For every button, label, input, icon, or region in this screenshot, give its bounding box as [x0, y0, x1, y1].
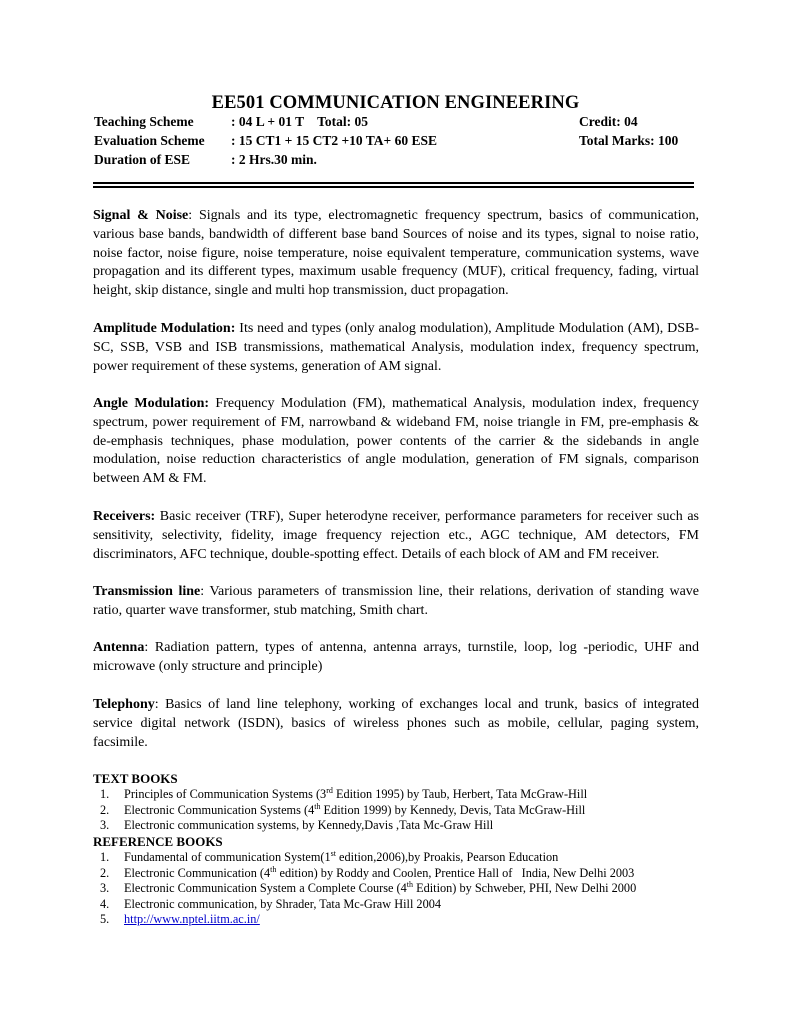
section-heading: Receivers: — [93, 509, 156, 524]
item-number: 2. — [100, 802, 110, 817]
item-number: 3. — [100, 818, 110, 832]
evaluation-scheme-value: : 15 CT1 + 15 CT2 +10 TA+ 60 ESE — [231, 133, 437, 148]
section-heading: Angle Modulation: — [93, 396, 210, 411]
item-number: 2. — [100, 865, 110, 880]
item-number: 5. — [100, 912, 110, 926]
nptel-link[interactable]: http://www.nptel.iitm.ac.in/ — [124, 912, 260, 926]
item-number: 1. — [100, 850, 110, 864]
section-telephony — [93, 696, 699, 752]
section-signal-noise — [93, 207, 699, 301]
section-antenna — [93, 639, 699, 677]
duration-value: : 2 Hrs.30 min. — [231, 152, 317, 167]
section-heading: Amplitude Modulation: — [93, 321, 236, 336]
section-heading: Antenna — [93, 640, 145, 655]
section-amplitude-modulation — [93, 320, 699, 376]
page-title: EE501 COMMUNICATION ENGINEERING — [211, 93, 580, 113]
section-transmission-line — [93, 583, 699, 621]
item-text: Electronic communication, by Shrader, Tata Mc-Graw Hill 2004 — [124, 896, 442, 911]
section-text: Basic receiver (TRF), Super heterodyne receiver, performance parameters for receiver such as sensitivity, selectivity, fidelity, image frequency rejection etc., AGC technique, AM detectors, FM discriminators, AFC technique, double-spotting effect. Details of each block of AM and FM receiver. — [93, 509, 699, 562]
item-text: Fundamental of communication System(1st edition,2006),by Proakis, Pearson Education — [124, 849, 559, 864]
item-text: Electronic Communication Systems (4th Edition 1999) by Kennedy, Devis, Tata McGraw-Hill — [124, 801, 586, 817]
item-text: Electronic Communication (4th edition) by Roddy and Coolen, Prentice Hall of India, New Delhi 2003 — [124, 864, 635, 880]
item-text: Principles of Communication Systems (3rd Edition 1995) by Taub, Herbert, Tata McGraw-Hill — [124, 786, 588, 801]
section-heading: Signal & Noise — [93, 208, 189, 223]
credit-value: Credit: 04 — [579, 114, 638, 129]
duration-label: Duration of ESE — [94, 152, 191, 167]
section-heading: Telephony — [93, 697, 155, 712]
text-books-heading: TEXT BOOKS — [93, 771, 178, 786]
section-receivers — [93, 508, 699, 564]
teaching-scheme-label: Teaching Scheme — [94, 114, 194, 129]
evaluation-scheme-label: Evaluation Scheme — [94, 133, 205, 148]
total-marks-value: Total Marks: 100 — [579, 133, 679, 148]
section-angle-modulation — [93, 395, 699, 489]
section-text: Its need and types (only analog modulation), Amplitude Modulation (AM), DSB-SC, SSB, VSB and ISB transmissions, mathematical Analysis, modulation index, frequency spectrum, power requirement of these systems, generation of AM signal. — [93, 321, 700, 374]
header-divider-top — [93, 182, 694, 184]
section-heading: Transmission line — [93, 584, 201, 599]
item-number: 1. — [100, 787, 110, 801]
item-number: 3. — [100, 881, 110, 895]
item-number: 4. — [100, 896, 110, 911]
teaching-scheme-value: : 04 L + 01 T Total: 05 — [231, 114, 368, 129]
reference-books-heading: REFERENCE BOOKS — [93, 834, 223, 849]
section-text: : Various parameters of transmission line, their relations, derivation of standing wave ratio, quarter wave transformer, stub matching, Smith chart. — [93, 584, 700, 618]
section-text: : Radiation pattern, types of antenna, antenna arrays, turnstile, loop, log -periodic, UHF and microwave (only structure and principle) — [93, 640, 699, 674]
section-text: : Signals and its type, electromagnetic frequency spectrum, basics of communication, various base bands, bandwidth of different base band Sources of noise and its types, signal to noise ratio, noise factor, noise figure, noise temperature, noise equivalent temperature, communication systems, wave propagation and its different types, maximum usable frequency (MUF), critical frequency, fading, virtual height, skip distance, single and multi hop transmission, duct propagation. — [93, 208, 699, 299]
item-text: Electronic Communication System a Complete Course (4th Edition) by Schweber, PHI, New Delhi 2000 — [124, 880, 637, 895]
section-text: Frequency Modulation (FM), mathematical Analysis, modulation index, frequency spectrum, power requirement of FM, narrowband & wideband FM, noise triangle in FM, pre-emphasis & de-emphasis techniques, phase modulation, power contents of the carrier & the sidebands in angle modulation, noise reduction characteristics of angle modulation, generation of FM signals, comparison between AM & FM. — [93, 396, 699, 487]
section-text: : Basics of land line telephony, working of exchanges local and trunk, basics of integrated service digital network (ISDN), basics of wireless phones such as mobile, cellular, paging system, facsimile. — [93, 697, 699, 750]
item-text — [124, 912, 260, 928]
item-text: Electronic communication systems, by Kennedy,Davis ,Tata Mc-Graw Hill — [124, 818, 494, 832]
header-divider-bottom — [93, 186, 694, 188]
